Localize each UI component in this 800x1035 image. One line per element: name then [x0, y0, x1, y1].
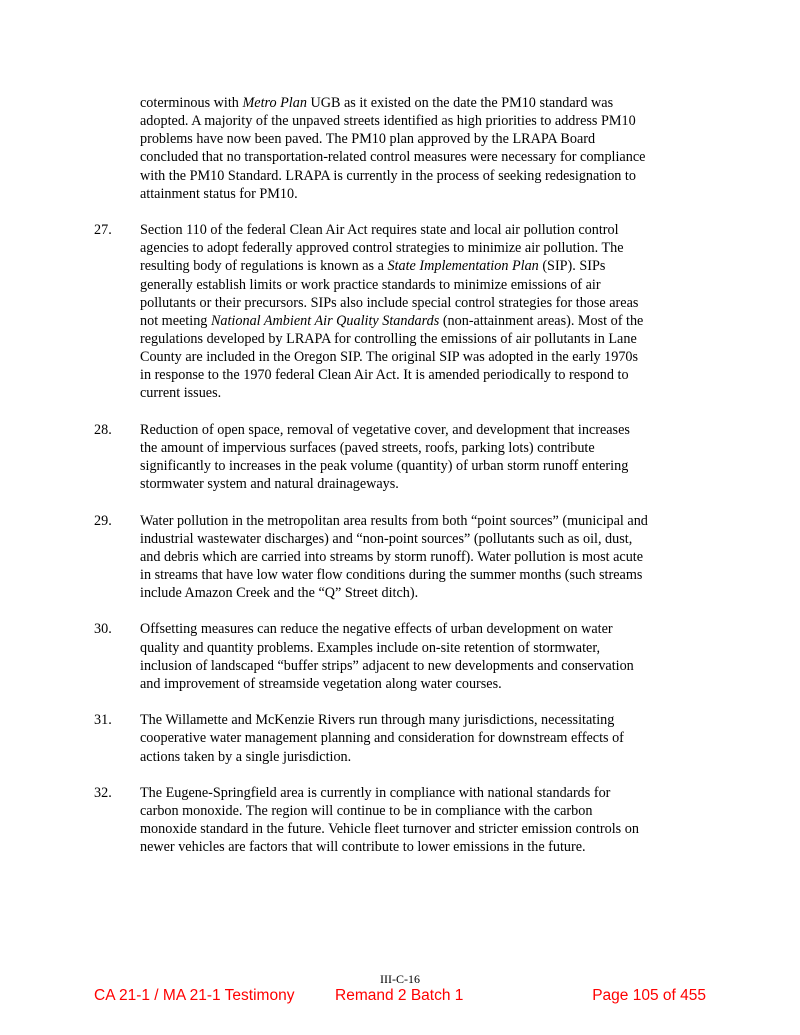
text-line — [140, 294, 714, 312]
text: monoxide standard in the future. Vehicle fleet turnover and stricter emission controls on — [140, 821, 639, 838]
text: UGB as it existed on the date the PM10 standard was — [306, 95, 614, 111]
text: (non-attainment areas). Most of the — [439, 312, 644, 329]
text-line — [140, 421, 714, 439]
text: inclusion of landscaped “buffer strips” adjacent to new developments and conservation — [140, 657, 634, 674]
text-line — [140, 94, 714, 112]
text-line — [140, 276, 714, 294]
text-line — [140, 838, 714, 856]
text: attainment status for PM10. — [140, 185, 298, 202]
text: adopted. A majority of the unpaved streets identified as high priorities to address PM10 — [140, 113, 636, 130]
text: regulations developed by LRAPA for controlling the emissions of air pollutants in Lane — [140, 331, 637, 348]
italic-text: State Implementation Plan — [387, 258, 539, 275]
text: Offsetting measures can reduce the negative effects of urban development on water — [140, 621, 613, 638]
text-line — [140, 820, 714, 838]
text: pollutants or their precursors. SIPs also include special control strategies for those areas — [140, 294, 639, 311]
footer-batch-label: Remand 2 Batch 1 — [335, 987, 464, 1004]
paragraph — [94, 784, 714, 857]
text: County are included in the Oregon SIP. The original SIP was adopted in the early 1970s — [140, 349, 639, 366]
text-line — [140, 257, 714, 275]
text-line — [140, 512, 714, 530]
paragraph — [94, 711, 714, 765]
text-line — [140, 802, 714, 820]
text-line — [140, 457, 714, 475]
text-line — [140, 348, 714, 366]
text: in streams that have low water flow conditions during the summer months (such streams — [140, 567, 643, 584]
text-line — [140, 657, 714, 675]
text: The Willamette and McKenzie Rivers run through many jurisdictions, necessitating — [140, 712, 615, 729]
text-line — [140, 312, 714, 330]
text: current issues. — [140, 385, 222, 402]
text-line — [140, 566, 714, 584]
text: The Eugene-Springfield area is currently in compliance with national standards for — [140, 784, 611, 801]
text: Section 110 of the federal Clean Air Act requires state and local air pollution control — [140, 222, 619, 239]
text: cooperative water management planning and consideration for downstream effects of — [140, 730, 624, 747]
paragraph-number: 27. — [94, 222, 112, 239]
text: include Amazon Creek and the “Q” Street ditch). — [140, 585, 419, 602]
page-number: III-C-16 — [380, 972, 420, 986]
paragraph — [94, 421, 714, 494]
paragraph-number: 30. — [94, 621, 112, 638]
text: and debris which are carried into streams by storm runoff). Water pollution is most acute — [140, 548, 644, 565]
paragraph — [94, 512, 714, 603]
text-line — [140, 167, 714, 185]
text-line — [140, 748, 714, 766]
text: agencies to adopt federally approved control strategies to minimize air pollution. The — [140, 240, 624, 257]
text-line — [140, 185, 714, 203]
text: generally establish limits or work practice standards to minimize emissions of air — [140, 276, 601, 293]
text-line — [140, 130, 714, 148]
footer-page-count: Page 105 of 455 — [592, 987, 706, 1004]
paragraph — [94, 620, 714, 693]
footer-testimony-label: CA 21-1 / MA 21-1 Testimony — [94, 987, 295, 1004]
text-line — [140, 639, 714, 657]
text-line — [140, 784, 714, 802]
text: Water pollution in the metropolitan area results from both “point sources” (municipal and — [140, 512, 648, 529]
text: quality and quantity problems. Examples include on-site retention of stormwater, — [140, 639, 601, 656]
text-line — [140, 475, 714, 493]
text: actions taken by a single jurisdiction. — [140, 748, 352, 765]
paragraph — [94, 94, 714, 203]
text: significantly to increases in the peak volume (quantity) of urban storm runoff entering — [140, 458, 629, 475]
italic-text: Metro Plan — [242, 95, 307, 111]
text: with the PM10 Standard. LRAPA is currently in the process of seeking redesignation to — [140, 167, 636, 184]
text-line — [140, 148, 714, 166]
text: not meeting — [140, 312, 211, 329]
text-line — [140, 729, 714, 747]
text: and improvement of streamside vegetation along water courses. — [140, 675, 502, 692]
paragraph-number: 29. — [94, 512, 112, 529]
text: concluded that no transportation-related control measures were necessary for compliance — [140, 149, 646, 166]
text: newer vehicles are factors that will contribute to lower emissions in the future. — [140, 839, 586, 856]
text-line — [140, 384, 714, 402]
paragraph-number: 32. — [94, 784, 112, 801]
text: in response to the 1970 federal Clean Air Act. It is amended periodically to respond to — [140, 367, 629, 384]
text-line — [140, 530, 714, 548]
text: stormwater system and natural drainageways. — [140, 476, 399, 493]
text: industrial wastewater discharges) and “non-point sources” (pollutants such as oil, dust, — [140, 530, 633, 547]
paragraph-number: 28. — [94, 421, 112, 438]
text: coterminous with — [140, 95, 243, 111]
text-line — [140, 548, 714, 566]
text-line — [140, 330, 714, 348]
text-line — [140, 620, 714, 638]
text-line — [140, 439, 714, 457]
text-line — [140, 711, 714, 729]
text-line — [140, 239, 714, 257]
paragraph — [94, 221, 714, 403]
text-line — [140, 366, 714, 384]
text-line — [140, 221, 714, 239]
paragraph-number: 31. — [94, 712, 112, 729]
text: carbon monoxide. The region will continue to be in compliance with the carbon — [140, 803, 593, 819]
text: problems have now been paved. The PM10 plan approved by the LRAPA Board — [140, 131, 596, 148]
document-body — [94, 94, 714, 875]
text-line — [140, 584, 714, 602]
text-line — [140, 675, 714, 693]
text-line — [140, 112, 714, 130]
text: the amount of impervious surfaces (paved streets, roofs, parking lots) contribute — [140, 439, 595, 456]
text: Reduction of open space, removal of vegetative cover, and development that increases — [140, 421, 630, 438]
text: (SIP). SIPs — [538, 258, 606, 275]
italic-text: National Ambient Air Quality Standards — [210, 312, 440, 329]
text: resulting body of regulations is known as a — [140, 258, 388, 275]
